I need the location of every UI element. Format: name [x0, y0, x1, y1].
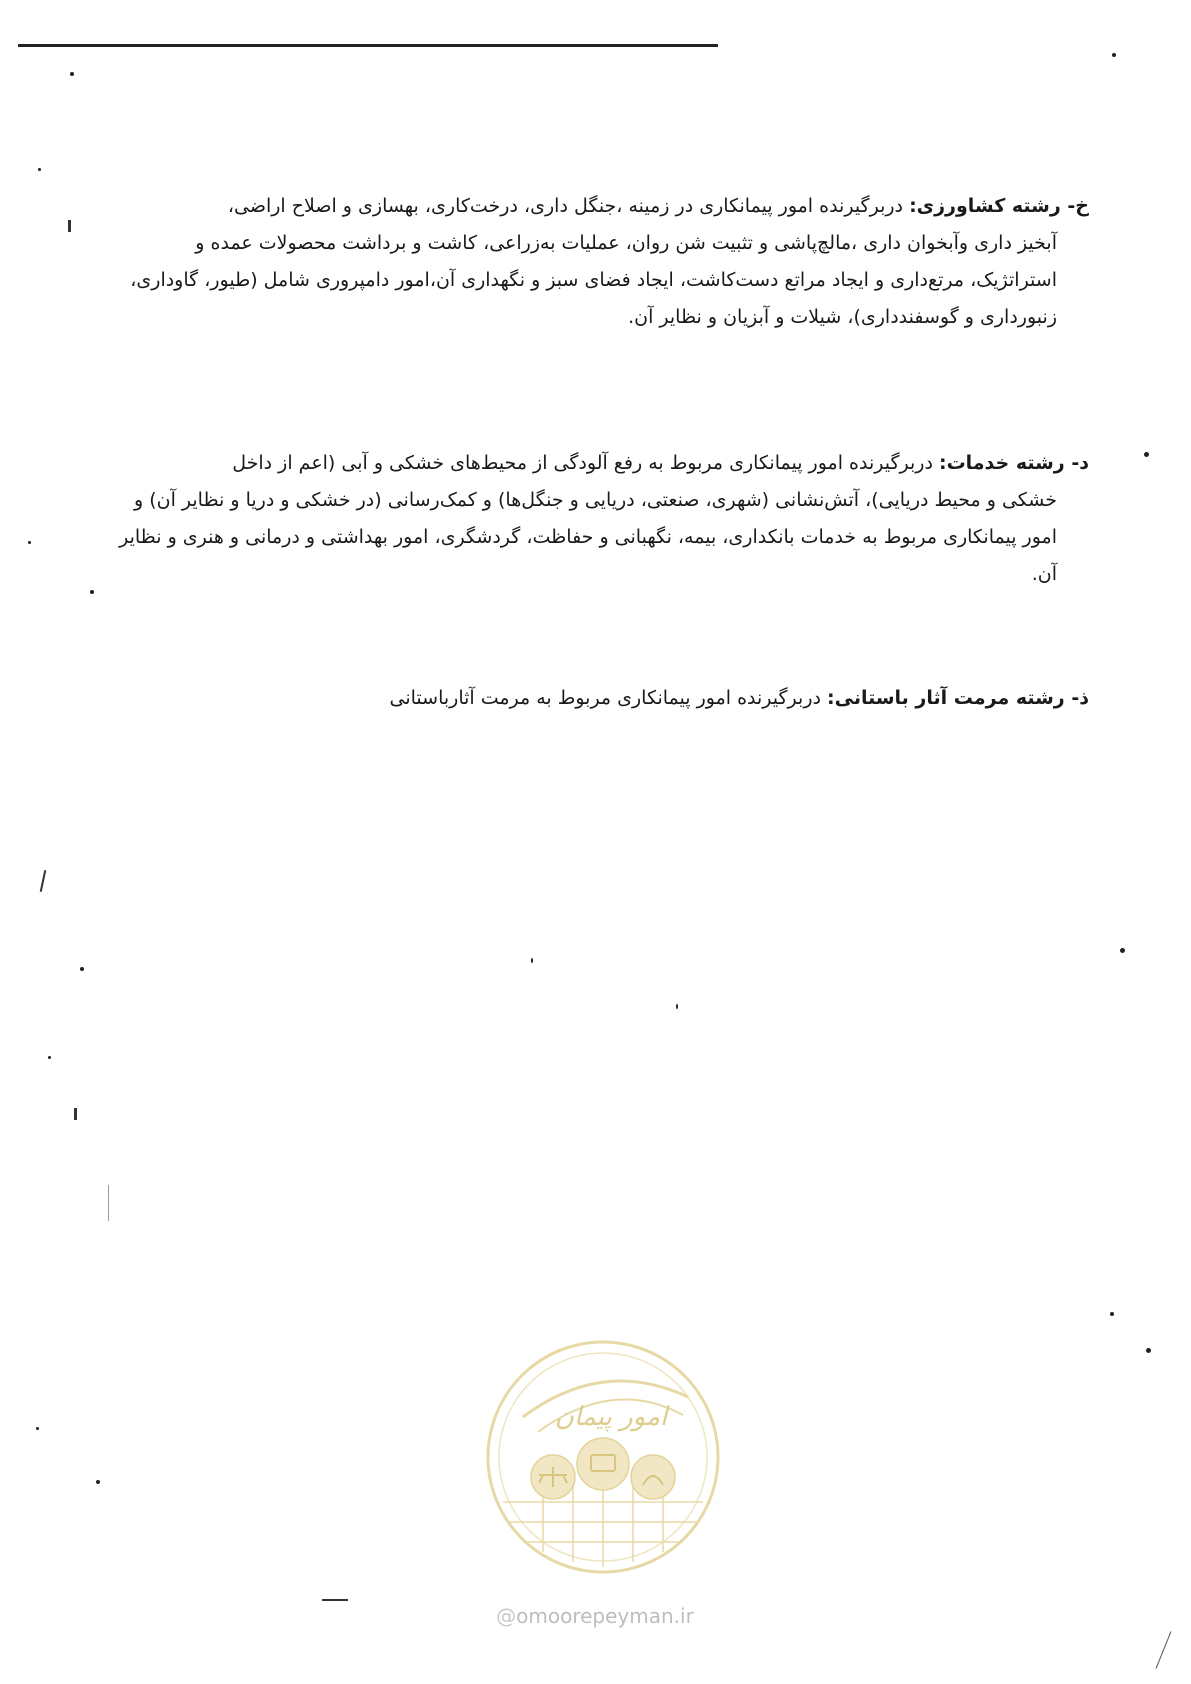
section-heading: ذ- رشته مرمت آثار باستانی: — [827, 687, 1089, 709]
scan-mark — [1156, 1631, 1172, 1668]
section-services — [109, 445, 1089, 593]
section-restoration — [109, 680, 1089, 717]
section-heading: خ- رشته کشاورزی: — [909, 195, 1089, 217]
scan-speck — [80, 967, 84, 971]
section-first-line — [109, 445, 1089, 482]
scan-speck — [48, 1056, 51, 1059]
svg-text:امور پیمان: امور پیمان — [554, 1402, 668, 1432]
scan-speck — [28, 541, 31, 544]
watermark-url-text: omoorepeyman.ir — [516, 1604, 694, 1628]
scan-speck — [1146, 1348, 1151, 1353]
scan-speck — [531, 958, 533, 963]
scan-speck — [70, 72, 74, 76]
watermark-seal — [483, 1337, 723, 1577]
scan-speck — [1144, 452, 1149, 457]
section-continuation: خشکی و محیط دریایی)، آتش‌نشانی (شهری، صنعتی، دریایی و جنگل‌ها) و کمک‌رسانی (در خشکی و دریا و نظایر آن) و امور پیمانکاری مربوط به خدمات بانکداری، بیمه، نگهبانی و حفاظت، گردشگری، امور بهداشتی و درمانی و هنری و نظایر آن. — [119, 489, 1057, 585]
scan-speck — [90, 590, 94, 594]
scan-speck — [38, 168, 41, 171]
section-agriculture — [109, 188, 1089, 336]
section-first-line — [109, 188, 1089, 225]
section-body: دربرگیرنده امور پیمانکاری در زمینه ،جنگل داری، درخت‌کاری، بهسازی و اصلاح اراضی، — [227, 195, 904, 217]
section-first-line — [109, 680, 1089, 717]
scan-speck — [36, 1427, 39, 1430]
watermark-url — [470, 1604, 720, 1628]
scan-mark — [74, 1108, 77, 1120]
scan-speck — [1112, 53, 1116, 57]
section-body: دربرگیرنده امور پیمانکاری مربوط به رفع آلودگی از محیط‌های خشکی و آبی (اعم از داخل — [232, 452, 933, 474]
scan-mark — [40, 870, 47, 892]
scan-speck — [96, 1480, 100, 1484]
section-continuation: آبخیز داری وآبخوان داری ،مالچ‌پاشی و تثبیت شن روان، عملیات به‌زراعی، کاشت و برداشت محصولات عمده و استراتژیک، مرتع‌داری و ایجاد مراتع دست‌کاشت، ایجاد فضای سبز و نگهداری آن،امور دامپروری شامل (طیور، گاوداری، زنبورداری و گوسفندداری)، شیلات و آبزیان و نظایر آن. — [130, 232, 1057, 328]
section-body: دربرگیرنده امور پیمانکاری مربوط به مرمت آثارباستانی — [389, 687, 821, 709]
scan-speck — [1120, 948, 1125, 953]
scan-mark — [68, 220, 71, 232]
scan-mark — [108, 1185, 109, 1221]
section-heading: د- رشته خدمات: — [938, 452, 1089, 474]
top-rule — [18, 44, 718, 47]
seal-icon — [483, 1337, 723, 1577]
at-icon: @ — [496, 1604, 517, 1628]
scan-speck — [1110, 1312, 1114, 1316]
scan-speck — [676, 1004, 678, 1009]
scan-mark — [322, 1599, 348, 1601]
